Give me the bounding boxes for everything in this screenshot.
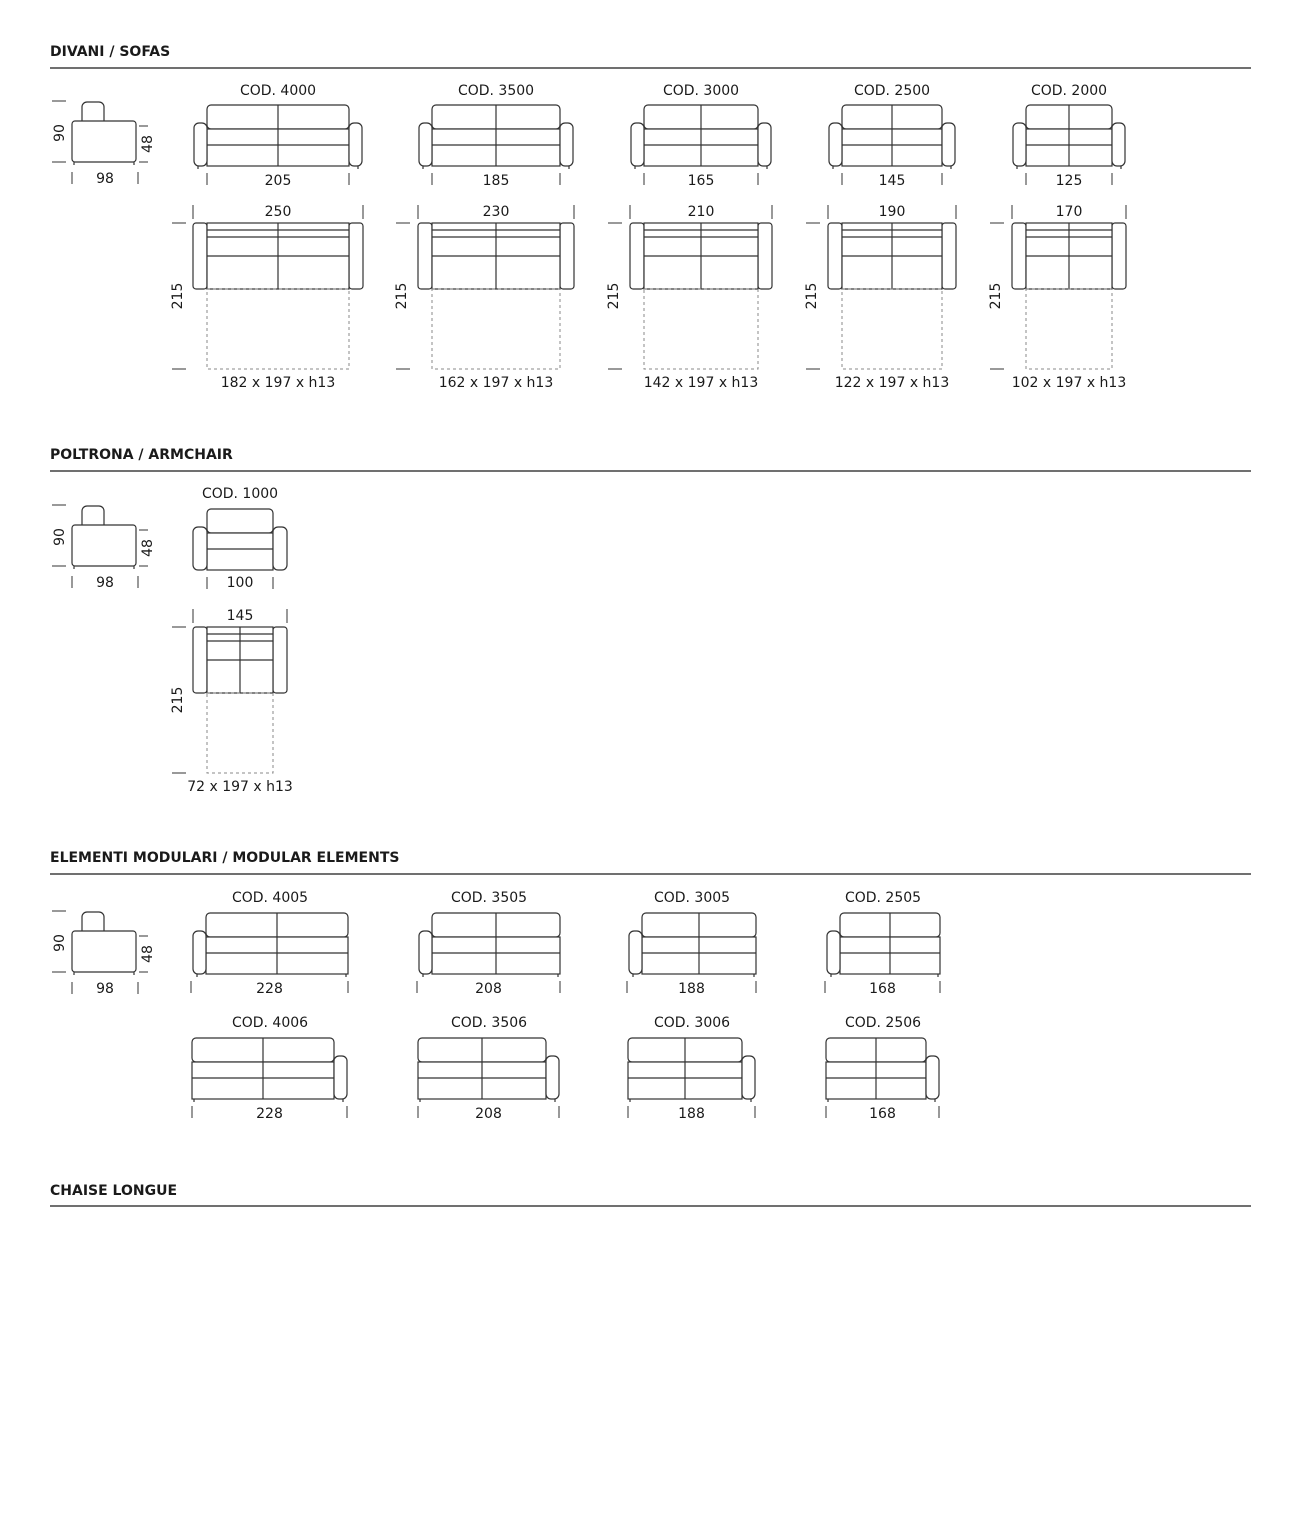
section-title-modular: ELEMENTI MODULARI / MODULAR ELEMENTS	[50, 850, 400, 866]
arm-right	[273, 527, 287, 570]
open-depth-label: 215	[606, 282, 622, 310]
profile-height-label: 90	[52, 528, 68, 546]
profile-seat-label: 48	[140, 135, 156, 153]
bed-size-label: 142 x 197 x h13	[643, 375, 759, 391]
top-arm-right	[942, 223, 956, 289]
width-label: 188	[678, 1106, 705, 1122]
product-code: COD. 3500	[457, 83, 535, 99]
arm-left	[194, 123, 207, 166]
bed-size-label: 122 x 197 x h13	[834, 375, 950, 391]
top-arm-right	[273, 627, 287, 693]
front-view	[1013, 105, 1125, 189]
width-label: 205	[264, 173, 292, 189]
profile-height-label: 90	[52, 934, 68, 952]
top-arm-left	[193, 223, 207, 289]
width-label: 168	[869, 981, 896, 997]
width-label: 188	[678, 981, 705, 997]
profile-view	[52, 101, 156, 187]
section-title-armchair: POLTRONA / ARMCHAIR	[50, 447, 233, 463]
arm-left	[193, 931, 206, 974]
bed-outline	[432, 289, 560, 369]
profile-depth-label: 98	[96, 981, 114, 997]
bed-size-label: 72 x 197 x h13	[187, 779, 293, 795]
product-code: COD. 2000	[1030, 83, 1108, 99]
front-view	[417, 913, 560, 997]
arm-left	[631, 123, 644, 166]
bed-outline	[207, 693, 273, 773]
top-arm-right	[560, 223, 574, 289]
top-arm-right	[1112, 223, 1126, 289]
width-label: 165	[687, 173, 715, 189]
arm-right	[742, 1056, 755, 1099]
product-code: COD. 3505	[450, 890, 528, 906]
open-width-label: 170	[1055, 204, 1083, 220]
arm-right	[926, 1056, 939, 1099]
product-code: COD. 3000	[662, 83, 740, 99]
front-view	[829, 105, 955, 189]
open-depth-label: 215	[170, 686, 186, 714]
bed-outline	[207, 289, 349, 369]
arm-left	[829, 123, 842, 166]
open-depth-label: 215	[804, 282, 820, 310]
profile-height-label: 90	[52, 124, 68, 142]
profile-view	[52, 911, 156, 997]
open-depth-label: 215	[988, 282, 1004, 310]
profile-seat-label: 48	[140, 945, 156, 963]
open-width-label: 190	[878, 204, 906, 220]
drawings-layer	[52, 83, 1126, 1122]
bed-size-label: 182 x 197 x h13	[220, 375, 336, 391]
open-width-label: 230	[482, 204, 510, 220]
arm-right	[349, 123, 362, 166]
top-arm-left	[828, 223, 842, 289]
product-code: COD. 2500	[853, 83, 931, 99]
product-code: COD. 2505	[844, 890, 922, 906]
product-code: COD. 1000	[201, 486, 279, 502]
product-code: COD. 2506	[844, 1015, 922, 1031]
width-label: 145	[878, 173, 906, 189]
front-view	[627, 913, 756, 997]
top-view	[170, 608, 293, 795]
arm-left	[1013, 123, 1026, 166]
front-view	[628, 1038, 755, 1122]
open-width-label: 250	[264, 204, 292, 220]
front-view	[194, 105, 362, 189]
bed-outline	[1026, 289, 1112, 369]
arm-right	[942, 123, 955, 166]
arm-right	[546, 1056, 559, 1099]
bed-size-label: 102 x 197 x h13	[1011, 375, 1127, 391]
front-view	[418, 1038, 559, 1122]
arm-right	[1112, 123, 1125, 166]
top-arm-left	[1012, 223, 1026, 289]
front-view	[191, 913, 348, 997]
width-label: 228	[256, 1106, 283, 1122]
arm-left	[827, 931, 840, 974]
bed-outline	[842, 289, 942, 369]
arm-right	[334, 1056, 347, 1099]
section-title-sofas: DIVANI / SOFAS	[50, 44, 171, 60]
seat-block	[207, 533, 273, 570]
top-arm-right	[758, 223, 772, 289]
profile-depth-label: 98	[96, 171, 114, 187]
open-width-label: 210	[687, 204, 715, 220]
product-code: COD. 4006	[231, 1015, 309, 1031]
top-view	[394, 204, 574, 391]
top-arm-left	[630, 223, 644, 289]
width-label: 208	[475, 981, 502, 997]
top-view	[606, 204, 772, 391]
open-depth-label: 215	[394, 282, 410, 310]
bed-outline	[644, 289, 758, 369]
front-view	[631, 105, 771, 189]
front-view	[826, 1038, 939, 1122]
section-title-chaise: CHAISE LONGUE	[50, 1183, 178, 1199]
arm-left	[419, 931, 432, 974]
profile-depth-label: 98	[96, 575, 114, 591]
front-view	[825, 913, 940, 997]
arm-left	[193, 527, 207, 570]
product-code: COD. 3006	[653, 1015, 731, 1031]
backrest	[207, 509, 273, 533]
profile-body	[72, 121, 136, 162]
profile-view	[52, 505, 156, 591]
arm-left	[419, 123, 432, 166]
armchair-front	[193, 509, 287, 591]
top-view	[988, 204, 1126, 391]
open-depth-label: 215	[170, 282, 186, 310]
arm-right	[560, 123, 573, 166]
open-width-label: 145	[226, 608, 254, 624]
product-code: COD. 3005	[653, 890, 731, 906]
width-label: 125	[1055, 173, 1083, 189]
width-label: 185	[482, 173, 510, 189]
front-view	[419, 105, 573, 189]
front-view	[192, 1038, 347, 1122]
product-code: COD. 3506	[450, 1015, 528, 1031]
profile-seat-label: 48	[140, 539, 156, 557]
width-label: 168	[869, 1106, 896, 1122]
top-arm-right	[349, 223, 363, 289]
product-code: COD. 4000	[239, 83, 317, 99]
width-label: 100	[226, 575, 254, 591]
width-label: 228	[256, 981, 283, 997]
width-label: 208	[475, 1106, 502, 1122]
top-arm-left	[193, 627, 207, 693]
profile-body	[72, 525, 136, 566]
product-code: COD. 4005	[231, 890, 309, 906]
top-view	[804, 204, 956, 391]
arm-left	[629, 931, 642, 974]
top-arm-left	[418, 223, 432, 289]
profile-body	[72, 931, 136, 972]
bed-size-label: 162 x 197 x h13	[438, 375, 554, 391]
arm-right	[758, 123, 771, 166]
top-view	[170, 204, 363, 391]
